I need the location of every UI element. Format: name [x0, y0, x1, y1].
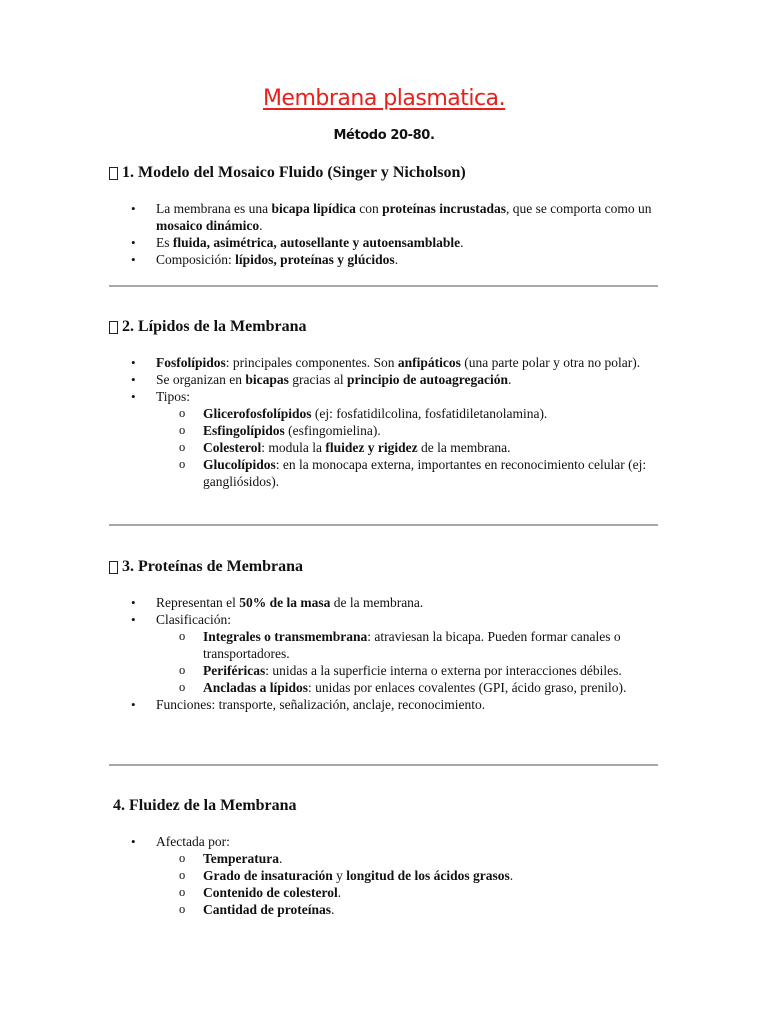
text-run: : principales componentes. Son — [225, 355, 398, 370]
text-run: Tipos: — [156, 389, 191, 404]
bold-text: Esfingolípidos — [203, 423, 285, 438]
sub-list-item — [156, 679, 661, 696]
text-run: : atraviesan la bicapa. Pueden formar canales o transportadores. — [203, 629, 621, 661]
section-fluidity — [113, 797, 665, 918]
list-item — [109, 833, 665, 918]
list-item — [109, 594, 661, 611]
bold-text: fluidez y rigidez — [325, 440, 418, 455]
section-heading-text: 4. Fluidez de la Membrana — [113, 797, 297, 814]
bold-text: bicapas — [245, 372, 289, 387]
text-run: . — [279, 851, 283, 866]
list-item — [109, 388, 661, 490]
text-run: , que se comporta como un — [506, 201, 652, 216]
bold-text: anfipáticos — [397, 355, 461, 370]
text-run: de la membrana. — [330, 595, 424, 610]
section-heading-text: 1. Modelo del Mosaico Fluido (Singer y Nicholson) — [122, 164, 466, 181]
text-run: Funciones: transporte, señalización, anclaje, reconocimiento. — [156, 697, 486, 712]
text-run: Clasificación: — [156, 612, 231, 627]
text-run: Composición: — [156, 252, 236, 267]
text-run: . — [507, 372, 512, 387]
bold-text: Ancladas a lípidos — [203, 680, 309, 695]
bold-text: Temperatura — [203, 851, 279, 866]
section-heading — [109, 558, 661, 576]
sub-list — [156, 628, 661, 696]
text-run: con — [355, 201, 383, 216]
sub-list — [156, 850, 665, 918]
text-run: . — [337, 885, 342, 900]
section-heading — [109, 164, 661, 182]
text-run: . — [394, 252, 399, 267]
list-item — [109, 200, 661, 234]
section-heading-text: 3. Proteínas de Membrana — [122, 558, 304, 575]
text-run: : en la monocapa externa, importantes en reconocimiento celular (ej: gangliósidos). — [203, 457, 647, 489]
bold-text: Glucolípidos — [203, 457, 276, 472]
sub-list-item — [156, 867, 665, 884]
list-item — [109, 696, 661, 713]
list-item — [109, 611, 661, 696]
checkbox-square-icon — [109, 321, 118, 334]
text-run: . — [460, 235, 464, 250]
text-run: Se organizan en — [156, 372, 246, 387]
text-run: (esfingomielina). — [284, 423, 381, 438]
document-title: Membrana plasmatica. — [262, 86, 506, 111]
bold-text: Cantidad de proteínas — [203, 902, 332, 917]
text-run: gracias al — [288, 372, 347, 387]
section-proteins — [109, 558, 661, 713]
sub-list-item — [156, 662, 661, 679]
bold-text: Integrales o transmembrana — [203, 629, 368, 644]
bold-text: fluida, asimétrica, autosellante y autoensamblable — [172, 235, 461, 250]
checkbox-square-icon — [109, 561, 118, 574]
text-run: Representan el — [156, 595, 240, 610]
section-heading-text: 2. Lípidos de la Membrana — [122, 318, 307, 335]
text-run: . — [259, 218, 263, 233]
text-run: Es — [156, 235, 173, 250]
text-run: : unidas por enlaces covalentes (GPI, ácido graso, prenilo). — [308, 680, 627, 695]
bold-text: Fosfolípidos — [156, 355, 226, 370]
bullet-list — [109, 594, 661, 713]
text-run: . — [331, 902, 335, 917]
sub-list-item — [156, 405, 661, 422]
text-run: . — [509, 868, 514, 883]
list-item — [109, 354, 661, 371]
text-run: (ej: fosfatidilcolina, fosfatidiletanolamina). — [311, 406, 548, 421]
checkbox-square-icon — [109, 167, 118, 180]
document-subtitle: Método 20-80. — [333, 128, 435, 143]
text-run: La membrana es una — [156, 201, 272, 216]
text-run: : modula la — [261, 440, 326, 455]
sub-list-item — [156, 884, 665, 901]
bold-text: Periféricas — [203, 663, 266, 678]
list-item — [109, 234, 661, 251]
section-heading — [113, 797, 665, 815]
section-heading — [109, 318, 661, 336]
divider — [109, 524, 658, 526]
bold-text: proteínas incrustadas — [382, 201, 507, 216]
bold-text: longitud de los ácidos grasos — [346, 868, 510, 883]
text-run: y — [332, 868, 347, 883]
text-run: de la membrana. — [417, 440, 511, 455]
text-run: : unidas a la superficie interna o externa por interacciones débiles. — [265, 663, 622, 678]
sub-list-item — [156, 628, 661, 662]
bullet-list — [109, 833, 665, 918]
section-mosaic-model — [109, 164, 661, 268]
text-run: Afectada por: — [156, 834, 230, 849]
sub-list-item — [156, 439, 661, 456]
bold-text: 50% de la masa — [239, 595, 331, 610]
bold-text: lípidos, proteínas y glúcidos — [235, 252, 395, 267]
divider — [109, 285, 658, 287]
bullet-list — [109, 200, 661, 268]
list-item — [109, 371, 661, 388]
sub-list-item — [156, 850, 665, 867]
sub-list-item — [156, 901, 665, 918]
bullet-list — [109, 354, 661, 490]
text-run: (una parte polar y otra no polar). — [460, 355, 641, 370]
sub-list-item — [156, 422, 661, 439]
divider — [109, 764, 658, 766]
sub-list — [156, 405, 661, 490]
bold-text: principio de autoagregación — [346, 372, 508, 387]
bold-text: mosaico dinámico — [156, 218, 260, 233]
bold-text: bicapa lipídica — [271, 201, 356, 216]
bold-text: Colesterol — [203, 440, 262, 455]
list-item — [109, 251, 661, 268]
section-lipids — [109, 318, 661, 490]
bold-text: Contenido de colesterol — [203, 885, 338, 900]
sub-list-item — [156, 456, 661, 490]
bold-text: Grado de insaturación — [203, 868, 333, 883]
bold-text: Glicerofosfolípidos — [203, 406, 312, 421]
